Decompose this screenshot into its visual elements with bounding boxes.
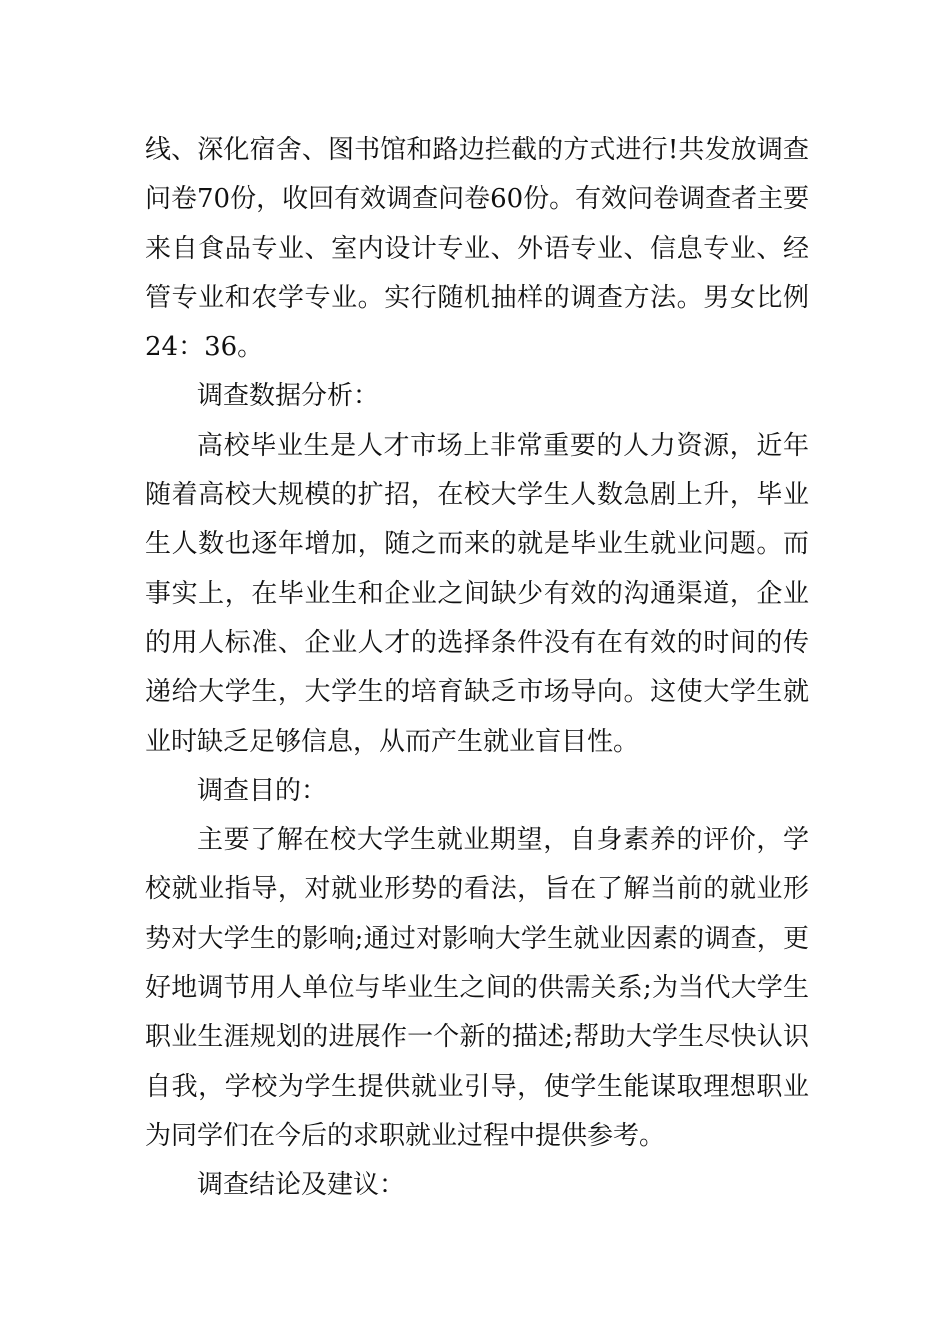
text-line: 24：36。	[145, 332, 264, 363]
text-line: 势对大学生的影响;通过对影响大学生就业因素的调查，更	[145, 923, 809, 954]
text-line: 的用人标准、企业人才的选择条件没有在有效的时间的传	[145, 627, 809, 658]
text-line: 业时缺乏足够信息，从而产生就业盲目性。	[145, 726, 640, 757]
section-heading: 调查结论及建议：	[197, 1170, 406, 1201]
text-line: 随着高校大规模的扩招，在校大学生人数急剧上升，毕业	[145, 480, 809, 511]
text-line: 校就业指导，对就业形势的看法，旨在了解当前的就业形	[145, 874, 809, 905]
text-line: 线、深化宿舍、图书馆和路边拦截的方式进行!共发放调查	[145, 135, 809, 165]
text-line: 职业生涯规划的进展作一个新的描述;帮助大学生尽快认识	[145, 1022, 809, 1053]
text-line: 问卷70份，收回有效调查问卷60份。有效问卷调查者主要	[145, 184, 809, 215]
text-line: 事实上，在毕业生和企业之间缺少有效的沟通渠道，企业	[145, 578, 809, 609]
text-line: 主要了解在校大学生就业期望，自身素养的评价，学	[197, 825, 809, 856]
body-text	[145, 126, 809, 1211]
section-heading: 调查数据分析：	[197, 381, 380, 412]
text-line: 高校毕业生是人才市场上非常重要的人力资源，近年	[197, 430, 809, 461]
text-line: 管专业和农学专业。实行随机抽样的调查方法。男女比例	[145, 282, 809, 313]
text-line: 递给大学生，大学生的培育缺乏市场导向。这使大学生就	[145, 677, 809, 708]
text-line: 生人数也逐年增加，随之而来的就是毕业生就业问题。而	[145, 529, 809, 560]
text-line: 为同学们在今后的求职就业过程中提供参考。	[145, 1120, 666, 1151]
text-line: 来自食品专业、室内设计专业、外语专业、信息专业、经	[145, 233, 809, 264]
text-line: 好地调节用人单位与毕业生之间的供需关系;为当代大学生	[145, 973, 809, 1004]
text-line: 自我，学校为学生提供就业引导，使学生能谋取理想职业	[145, 1071, 809, 1102]
section-heading: 调查目的：	[197, 775, 328, 806]
